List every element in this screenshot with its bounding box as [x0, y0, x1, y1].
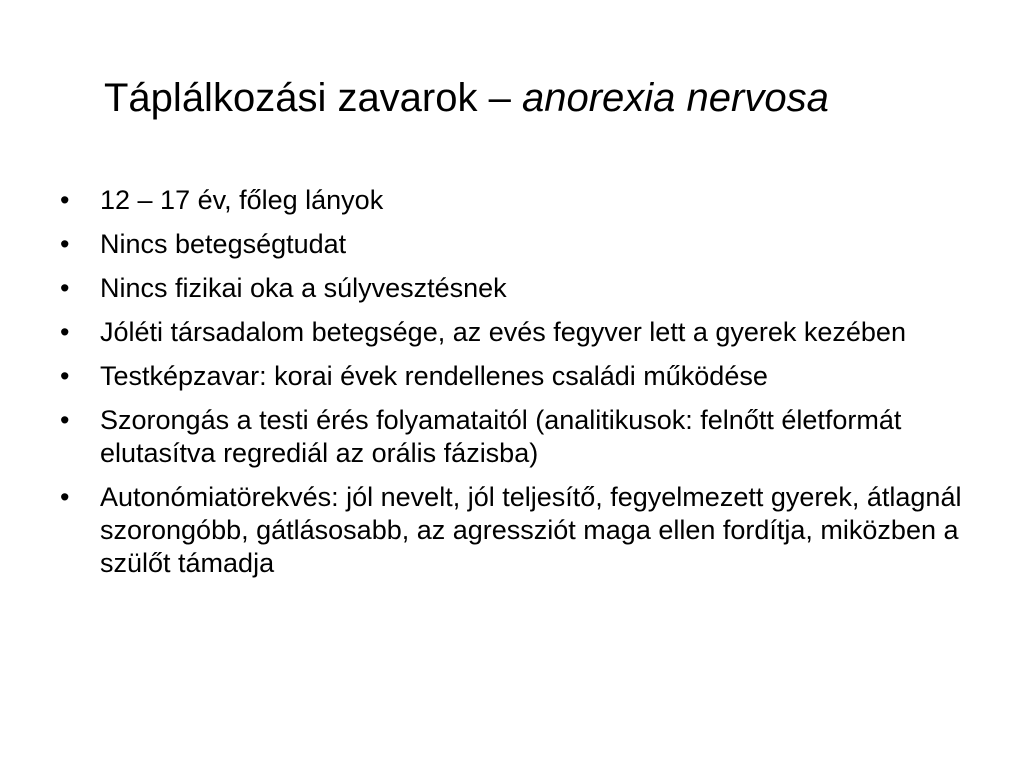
bullet-text: Nincs betegségtudat — [100, 229, 347, 259]
bullet-icon: • — [60, 185, 70, 215]
bullet-text: Nincs fizikai oka a súlyvesztésnek — [100, 273, 507, 303]
bullet-list — [60, 184, 980, 591]
bullet-text: Testképzavar: korai évek rendellenes családi működése — [100, 361, 768, 391]
bullet-icon: • — [60, 361, 70, 391]
bullet-item — [60, 404, 980, 470]
bullet-item — [60, 228, 980, 261]
bullet-icon: • — [60, 317, 70, 347]
slide-title-regular: Táplálkozási zavarok – — [104, 76, 522, 120]
bullet-icon: • — [60, 482, 70, 512]
slide-title — [104, 72, 984, 124]
bullet-item — [60, 272, 980, 305]
bullet-item — [60, 360, 980, 393]
bullet-icon: • — [60, 229, 70, 259]
bullet-item — [60, 316, 980, 349]
bullet-text: Szorongás a testi érés folyamataitól (analitikusok: felnőtt életformát elutasítva regrediál az orális fázisba) — [100, 405, 902, 468]
bullet-icon: • — [60, 273, 70, 303]
bullet-item — [60, 184, 980, 217]
bullet-text: 12 – 17 év, főleg lányok — [100, 185, 384, 215]
bullet-item — [60, 481, 980, 580]
bullet-icon: • — [60, 405, 70, 435]
slide-title-italic: anorexia nervosa — [521, 76, 829, 120]
bullet-text: Jóléti társadalom betegsége, az evés fegyver lett a gyerek kezében — [100, 317, 906, 347]
bullet-text: Autonómiatörekvés: jól nevelt, jól teljesítő, fegyelmezett gyerek, átlagnál szorongóbb, gátlásosabb, az agressziót maga ellen fordítja, miközben a szülőt támadja — [100, 482, 962, 578]
